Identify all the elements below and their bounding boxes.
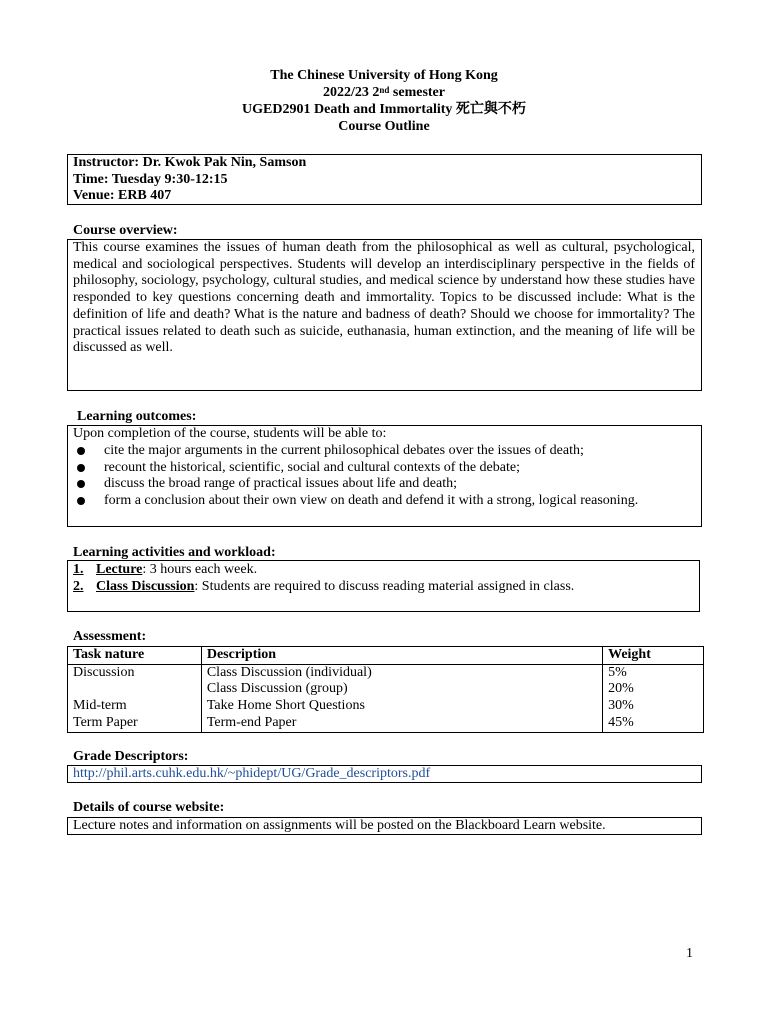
table-header-row	[68, 647, 704, 665]
bullet-icon	[77, 480, 85, 488]
description-cell: Class Discussion (group)	[201, 681, 602, 698]
course-info-box	[67, 154, 702, 205]
grade-descriptors-heading: Grade Descriptors:	[73, 749, 189, 764]
outcomes-heading: Learning outcomes:	[77, 409, 197, 424]
description-cell: Class Discussion (individual)	[201, 664, 602, 681]
weight-cell: 5%	[603, 664, 704, 681]
activity-label: Lecture	[96, 562, 143, 577]
activity-number: 1.	[73, 562, 84, 577]
outcome-item	[73, 443, 696, 460]
page-number: 1	[686, 946, 693, 961]
activity-number: 2.	[73, 579, 84, 594]
weight-cell: 45%	[603, 715, 704, 732]
activity-item	[73, 561, 694, 578]
university-name: The Chinese University of Hong Kong	[270, 68, 498, 83]
document-header	[0, 67, 768, 135]
weight-cell: 20%	[603, 681, 704, 698]
activity-text: : Students are required to discuss reading material assigned in class.	[194, 579, 575, 594]
outcomes-intro: Upon completion of the course, students will be able to:	[73, 426, 387, 441]
semester-year: 2022/23 2	[323, 85, 380, 100]
column-header: Task nature	[68, 647, 202, 665]
outcome-item	[73, 476, 696, 493]
activity-label: Class Discussion	[96, 579, 195, 594]
task-nature-cell: Mid-term	[68, 698, 202, 715]
instructor-line: Instructor: Dr. Kwok Pak Nin, Samson	[73, 155, 307, 170]
outcome-text: recount the historical, scientific, social and cultural contexts of the debate;	[104, 459, 520, 475]
outcome-text: cite the major arguments in the current philosophical debates over the issues of death;	[104, 442, 584, 458]
course-website-text: Lecture notes and information on assignments will be posted on the Blackboard Learn website.	[73, 818, 606, 833]
grade-descriptors-box	[67, 765, 702, 783]
bullet-icon	[77, 497, 85, 505]
weight-cell: 30%	[603, 698, 704, 715]
overview-heading: Course overview:	[73, 223, 178, 238]
outcomes-list	[73, 443, 696, 510]
bullet-icon	[77, 447, 85, 455]
semester-word: semester	[389, 85, 445, 100]
course-title: UGED2901 Death and Immortality 死亡與不朽	[242, 102, 526, 117]
overview-box	[67, 239, 702, 391]
semester-ordinal: nd	[379, 85, 390, 95]
table-row	[68, 715, 704, 732]
column-header: Description	[201, 647, 602, 665]
table-row	[68, 681, 704, 698]
task-nature-cell	[68, 681, 202, 698]
semester-line	[0, 84, 768, 101]
outcome-item	[73, 460, 696, 477]
overview-text: This course examines the issues of human death from the philosophical as well as cultural, psychological, medical and sociological perspectives. Students will develop an interdisciplinary perspective in the fields of philosophy, sociology, psychology, cultural studies, and medical science by understand how these studies have responded to key questions concerning death and immortality. Topics to be discussed include: What is the definition of life and death? What is the nature and badness of death? Should we choose for immortality? The practical issues related to death such as suicide, euthanasia, human extinction, and the meaning of life will be discussed as well.	[73, 240, 695, 356]
activity-text: : 3 hours each week.	[142, 562, 258, 577]
description-cell: Term-end Paper	[201, 715, 602, 732]
task-nature-cell: Term Paper	[68, 715, 202, 732]
column-header: Weight	[603, 647, 704, 665]
venue-line: Venue: ERB 407	[73, 188, 172, 203]
outcomes-box	[67, 425, 702, 527]
bullet-icon	[77, 464, 85, 472]
activities-heading: Learning activities and workload:	[73, 545, 276, 560]
activity-item	[73, 578, 694, 595]
outcome-text: form a conclusion about their own view on death and defend it with a strong, logical reasoning.	[104, 493, 639, 509]
description-cell: Take Home Short Questions	[201, 698, 602, 715]
table-row	[68, 664, 704, 681]
outcome-item	[73, 493, 696, 510]
time-line: Time: Tuesday 9:30-12:15	[73, 171, 228, 187]
document-title: Course Outline	[338, 119, 430, 134]
course-website-heading: Details of course website:	[73, 800, 225, 815]
task-nature-cell: Discussion	[68, 664, 202, 681]
grade-descriptors-link[interactable]: http://phil.arts.cuhk.edu.hk/~phidept/UG/Grade_descriptors.pdf	[73, 766, 431, 781]
course-website-box	[67, 817, 702, 835]
table-row	[68, 698, 704, 715]
assessment-heading: Assessment:	[73, 629, 147, 644]
activities-box	[67, 560, 700, 612]
assessment-table	[67, 646, 704, 733]
outcome-text: discuss the broad range of practical issues about life and death;	[104, 476, 457, 492]
